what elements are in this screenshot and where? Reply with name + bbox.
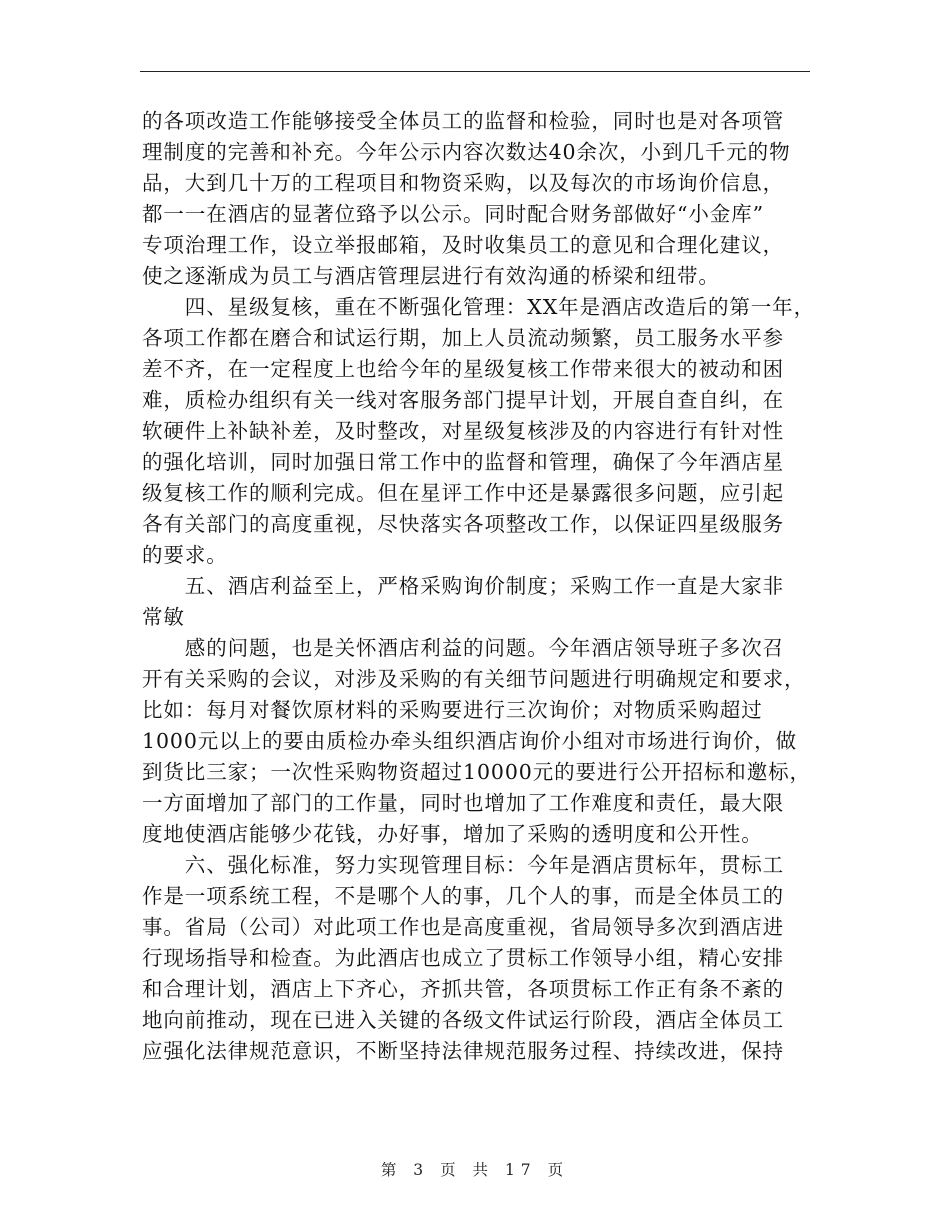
text-line: 1000元以上的要由质检办牵头组织酒店询价小组对市场进行询价，做 <box>142 729 797 753</box>
header-rule <box>140 71 810 72</box>
text-line: 作是一项系统工程，不是哪个人的事，几个人的事，而是全体员工的 <box>142 884 784 908</box>
text-line: 常敏 <box>142 605 185 629</box>
text-line: 行现场指导和检查。为此酒店也成立了贯标工作领导小组，精心安排 <box>142 946 784 970</box>
text-line: 比如：每月对餐饮原材料的采购要进行三次询价；对物质采购超过 <box>142 698 763 722</box>
text-line: 和合理计划，酒店上下齐心，齐抓共管，各项贯标工作正有条不紊的 <box>142 977 784 1001</box>
text-line: 到货比三家；一次性采购物资超过10000元的要进行公开招标和邀标， <box>142 760 811 784</box>
document-body <box>142 106 815 1067</box>
text-line: 理制度的完善和补充。今年公示内容次数达40余次，小到几千元的物 <box>142 140 791 164</box>
text-line: 各项工作都在磨合和试运行期，加上人员流动频繁，员工服务水平参 <box>142 326 784 350</box>
text-line: 五、酒店利益至上，严格采购询价制度；采购工作一直是大家非 <box>142 574 784 598</box>
text-line: 难，质检办组织有关一线对客服务部门提早计划，开展自查自纠，在 <box>142 388 784 412</box>
text-line: 各有关部门的高度重视，尽快落实各项整改工作，以保证四星级服务 <box>142 512 784 536</box>
text-line: 的要求。 <box>142 543 228 567</box>
text-line: 事。省局（公司）对此项工作也是高度重视，省局领导多次到酒店进 <box>142 915 784 939</box>
text-line: 的各项改造工作能够接受全体员工的监督和检验，同时也是对各项管 <box>142 109 784 133</box>
text-line: 使之逐渐成为员工与酒店管理层进行有效沟通的桥梁和纽带。 <box>142 264 720 288</box>
text-line: 的强化培训，同时加强日常工作中的监督和管理，确保了今年酒店星 <box>142 450 784 474</box>
text-line: 品，大到几十万的工程项目和物资采购，以及每次的市场询价信息， <box>142 171 784 195</box>
text-line: 开有关采购的会议，对涉及采购的有关细节问题进行明确规定和要求， <box>142 667 806 691</box>
text-line: 地向前推动，现在已进入关键的各级文件试运行阶段，酒店全体员工 <box>142 1008 784 1032</box>
text-line: 六、强化标准，努力实现管理目标：今年是酒店贯标年，贯标工 <box>142 853 784 877</box>
text-line: 一方面增加了部门的工作量，同时也增加了工作难度和责任，最大限 <box>142 791 784 815</box>
text-line: 应强化法律规范意识，不断坚持法律规范服务过程、持续改进，保持 <box>142 1039 784 1063</box>
text-line: 度地使酒店能够少花钱，办好事，增加了采购的透明度和公开性。 <box>142 822 763 846</box>
text-line: 四、星级复核，重在不断强化管理：XX年是酒店改造后的第一年， <box>142 295 815 319</box>
text-line: 差不齐，在一定程度上也给今年的星级复核工作带来很大的被动和困 <box>142 357 784 381</box>
text-line: 感的问题，也是关怀酒店利益的问题。今年酒店领导班子多次召 <box>142 636 784 660</box>
text-line: 专项治理工作，设立举报邮箱，及时收集员工的意见和合理化建议， <box>142 233 784 257</box>
text-line: 软硬件上补缺补差，及时整改，对星级复核涉及的内容进行有针对性 <box>142 419 784 443</box>
text-line: 都一一在酒店的显著位臵予以公示。同时配合财务部做好“小金库” <box>142 202 764 226</box>
page-number-footer: 第 3 页 共 17 页 <box>380 1161 570 1179</box>
text-line: 级复核工作的顺利完成。但在星评工作中还是暴露很多问题，应引起 <box>142 481 784 505</box>
